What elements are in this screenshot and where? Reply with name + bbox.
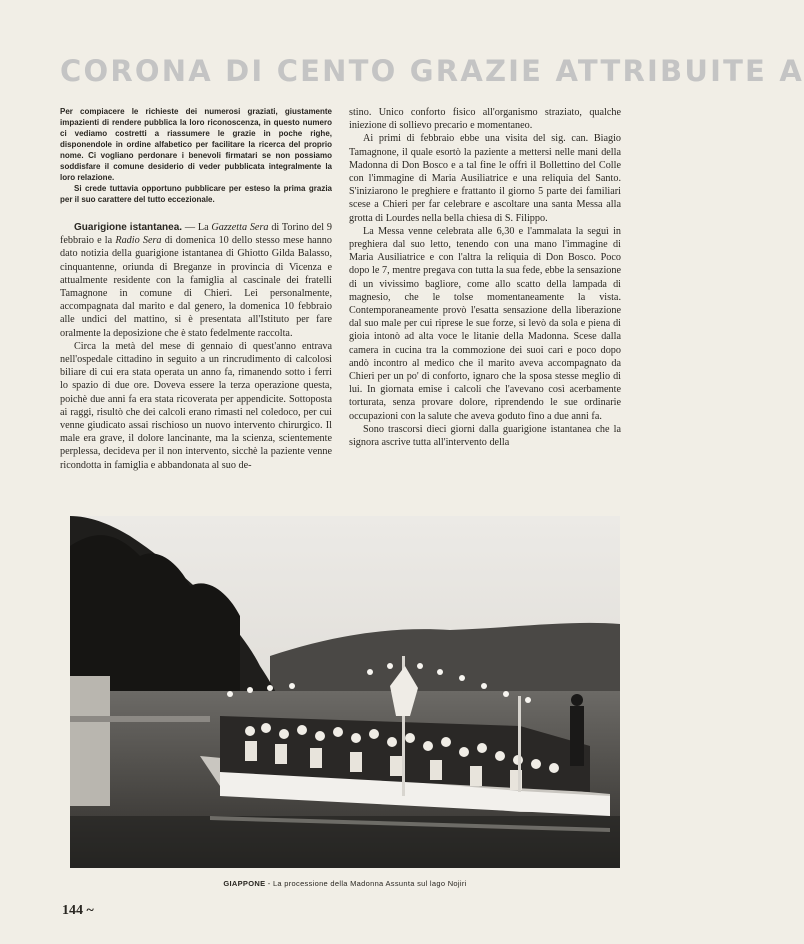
text-run: — La <box>182 222 212 233</box>
caption-country: GIAPPONE <box>223 879 266 888</box>
page-number: 144 ~ <box>62 903 94 918</box>
article-headline: CORONA DI CENTO GRAZIE ATTRIBUITE A <box>60 54 804 88</box>
text-run: di domenica 10 dello stesso mese hanno dato notizia della guarigione istantanea di Ghiotto Gilda Balasso, cinquantenne, oriunda di Breganze in provincia di Vicenza e attualmente residente con la famiglia al cascinale dei fratelli Tamagnone in comune di Chieri. Lei personalmente, accompagnata dal marito e dal genero, la domenica 10 febbraio alle undici del mattino, si è presentata all'Istituto per fare oralmente la deposizione che è stato fedelmente raccolta. <box>60 235 332 339</box>
photo-illustration <box>70 516 620 868</box>
photo-caption <box>70 879 620 888</box>
newspaper-name: Gazzetta Sera <box>211 222 269 233</box>
right-column <box>349 106 621 449</box>
right-body-text <box>349 106 621 449</box>
paragraph: Ai primi di febbraio ebbe una visita del sig. can. Biagio Tamagnone, il quale esortò la paziente a mettersi nelle mani della Madonna di Don Bosco e a tal fine le offrì il Bollettino del Colle con l'immagine di Maria Ausiliatrice e una reliquia del Santo. S'iniziarono le preghiere e frattanto il giorno 5 parte dei familiari scese a Chieri per far celebrare e ascoltare una santa Messa alla grotta di Lourdes nella bella chiesa di S. Filippo. <box>349 133 621 224</box>
paragraph: Sono trascorsi dieci giorni dalla guarigione istantanea che la signora ascrive tutta all'intervento della <box>349 423 621 449</box>
section-subhead: Guarigione istantanea. <box>74 222 183 233</box>
procession-photo <box>70 516 620 868</box>
paragraph: La Messa venne celebrata alle 6,30 e l'ammalata la seguì in preghiera dal suo letto, tenendo con una mano l'immagine di Maria Ausiliatrice e con l'altra la reliquia di Don Bosco. Poco dopo le 7, mentre pregava con tutta la sua fede, ebbe la sensazione di un vivissimo bagliore, come allo scatto della lampada di magnesio, che le tolse momentaneamente la vista. Contemporaneamente provò l'esatta sensazione della liberazione dal suo male per cui riprese le sue forze, si levò da sola e piena di gioia intonò ad alta voce le litanie della Madonna. Scese dalla camera in cucina tra la commozione dei suoi cari e poco dopo andò incontro al medico che il marito aveva accompagnato da Chieri per un po' di conforto, ignaro che la sposa stesse meglio di lui. In giornata emise i calcoli che l'avevano così acerbamente torturata, senza provare dolore, riprendendo le sue ordinarie occupazioni con la salute che aveva goduto fino a due anni fa. <box>349 225 621 422</box>
intro-note <box>60 106 332 205</box>
caption-text: - La processione della Madonna Assunta sul lago Nojiri <box>265 879 467 888</box>
left-body-text <box>60 221 332 472</box>
paragraph: Circa la metà del mese di gennaio di quest'anno entrava nell'ospedale cittadino in seguito a un rincrudimento di calcolosi biliare di cui era stata operata un anno fa, rimanendo sotto i ferri lo spazio di due ore. Doveva essere la terza operazione questa, poichè due anni fa era stata ricoverata per appendicite. Sottoposta ai raggi, risultò che dei calcoli erano rimasti nel coledoco, per cui venne giudicato assai rischioso un nuovo intervento chirurgico. Il male era grave, il dolore lancinante, ma la scienza, scientemente perplessa, decideva per il non intervento, sicchè la paziente venne ricondotta in famiglia e abbandonata al suo de- <box>60 340 332 471</box>
text-run: di Torino del 9 febbraio e la <box>60 222 333 247</box>
left-column <box>60 106 332 472</box>
intro-paragraph: Per compiacere le richieste dei numerosi graziati, giustamente impazienti di rendere pubblica la loro riconoscenza, in questo numero ci vediamo costretti a riassumere le grazie in poche righe, disponendole in ordine alfabetico per facilitare la ricerca del proprio nome. Ci vogliano perdonare i benevoli firmatari se non possiamo soddisfare il comune desiderio di veder pubblicata integralmente la loro relazione. <box>60 107 332 182</box>
newspaper-name: Radio Sera <box>115 235 162 247</box>
paragraph <box>60 221 332 340</box>
intro-paragraph: Si crede tuttavia opportuno pubblicare per esteso la prima grazia per il suo carattere del tutto eccezionale. <box>60 184 332 204</box>
paragraph: stino. Unico conforto fisico all'organismo straziato, qualche iniezione di sollievo precario e momentaneo. <box>349 107 621 132</box>
